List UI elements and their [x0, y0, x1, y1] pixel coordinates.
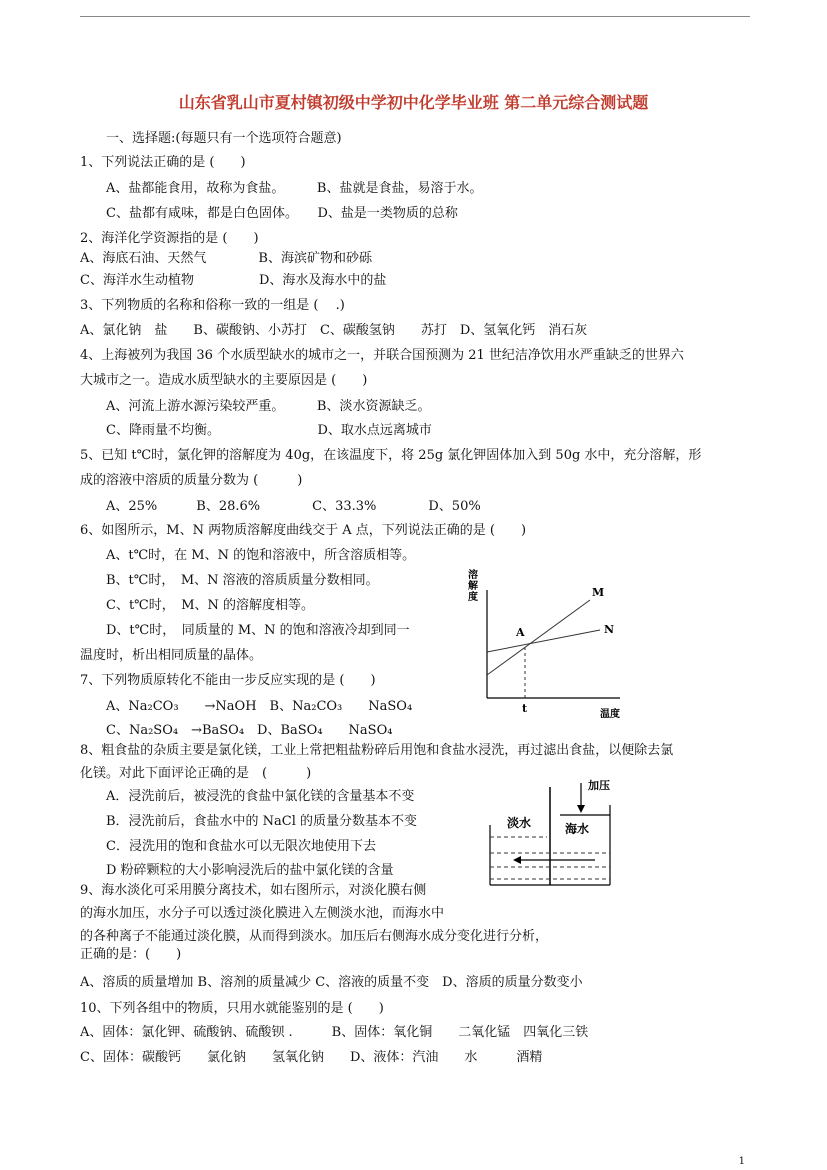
page-number: 1	[738, 1156, 745, 1167]
ylabel-3: 度	[468, 592, 478, 603]
ylabel-1: 溶	[468, 570, 478, 581]
question-9-cont1: 的海水加压，水分子可以透过淡化膜进入左侧淡水池，而海水中	[80, 906, 445, 921]
q8-option-b: B．浸洗前后，食盐水中的 NaCl 的质量分数基本不变	[106, 814, 418, 829]
q2-options-cd: C、海洋水生动植物 D、海水及海水中的盐	[80, 273, 387, 288]
q8-option-c: C．浸洗用的饱和食盐水可以无限次地使用下去	[106, 839, 376, 854]
label-m: M	[592, 586, 605, 599]
section-heading: 一、选择题:(每题只有一个选项符合题意)	[106, 131, 342, 146]
question-3: 3、下列物质的名称和俗称一致的一组是 ( .)	[80, 298, 345, 313]
q6-option-d-cont: 温度时，析出相同质量的晶体。	[80, 648, 263, 663]
question-9-cont3: 正确的是：( )	[80, 947, 182, 962]
desalination-figure	[485, 775, 625, 895]
question-8-cont: 化镁。对此下面评论正确的是 ( )	[80, 766, 312, 781]
label-a: A	[516, 626, 525, 639]
sea-water-label: 海水	[565, 822, 590, 836]
label-n: N	[604, 623, 615, 636]
q1-options-cd: C、盐都有咸味，都是白色固体。 D、盐是一类物质的总称	[106, 206, 458, 221]
q4-options-cd: C、降雨量不均衡。 D、取水点远离城市	[106, 423, 432, 438]
question-9: 9、海水淡化可采用膜分离技术，如右图所示，对淡化膜右侧	[80, 883, 427, 898]
question-1: 1、下列说法正确的是 ( )	[80, 155, 246, 170]
q7-options-ab: A、Na₂CO₃ →NaOH B、Na₂CO₃ NaSO₄	[106, 699, 413, 714]
q3-options: A、氯化钠 盐 B、碳酸钠、小苏打 C、碳酸氢钠 苏打 D、氢氧化钙 消石灰	[80, 323, 588, 338]
q7-options-cd: C、Na₂SO₄ →BaSO₄ D、BaSO₄ NaSO₄	[106, 723, 393, 738]
fresh-water-label: 淡水	[507, 816, 532, 830]
ylabel-2: 解	[468, 581, 478, 592]
q2-options-ab: A、海底石油、天然气 B、海滨矿物和砂砾	[80, 251, 372, 266]
q6-option-a: A、t℃时，在 M、N 的饱和溶液中，所含溶质相等。	[106, 548, 416, 563]
q10-options-ab: A、固体：氯化钾、硫酸钠、硫酸钡 . B、固体：氧化铜 二氧化锰 四氧化三铁	[80, 1025, 589, 1040]
q5-options: A、25% B、28.6% C、33.3% D、50%	[106, 499, 481, 514]
question-5-cont: 成的溶液中溶质的质量分数为 ( )	[80, 473, 303, 488]
q8-option-d: D 粉碎颗粒的大小影响浸洗后的盐中氯化镁的含量	[106, 863, 394, 878]
header-rule	[80, 16, 750, 17]
xlabel: 温度	[600, 709, 620, 720]
question-4: 4、上海被列为我国 36 个水质型缺水的城市之一，并联合国预测为 21 世纪洁净饮用水严重缺乏的世界六	[80, 348, 684, 363]
q6-option-b: B、t℃时， M、N 溶液的溶质质量分数相同。	[106, 573, 379, 588]
question-6: 6、如图所示，M、N 两物质溶解度曲线交于 A 点，下列说法正确的是 ( )	[80, 523, 527, 538]
question-10: 10、下列各组中的物质，只用水就能鉴别的是 ( )	[80, 1001, 384, 1016]
question-9-cont2: 的各种离子不能通过淡化膜，从而得到淡水。加压后右侧海水成分变化进行分析，	[80, 929, 549, 944]
solubility-curve-figure	[460, 560, 640, 725]
q10-options-cd: C、固体：碳酸钙 氯化钠 氢氧化钠 D、液体：汽油 水 酒精	[80, 1050, 543, 1065]
question-5: 5、已知 t℃时，氯化钾的溶解度为 40g，在该温度下，将 25g 氯化钾固体加入到 50g 水中，充分溶解，形	[80, 448, 702, 463]
question-2: 2、海洋化学资源指的是 ( )	[80, 231, 259, 246]
q9-options: A、溶质的质量增加 B、溶剂的质量减少 C、溶液的质量不变 D、溶质的质量分数变小	[80, 975, 583, 990]
question-4-cont: 大城市之一。造成水质型缺水的主要原因是 ( )	[80, 373, 368, 388]
q4-options-ab: A、河流上游水源污染较严重。 B、淡水资源缺乏。	[106, 399, 431, 414]
page-title: 山东省乳山市夏村镇初级中学初中化学毕业班 第二单元综合测试题	[178, 93, 649, 112]
q1-options-ab: A、盐都能食用，故称为食盐。 B、盐就是食盐，易溶于水。	[106, 181, 483, 196]
q6-option-d: D、t℃时， 同质量的 M、N 的饱和溶液冷却到同一	[106, 623, 410, 638]
q6-option-c: C、t℃时， M、N 的溶解度相等。	[106, 598, 315, 613]
label-t: t	[522, 702, 528, 715]
press-label: 加压	[588, 779, 610, 792]
question-7: 7、下列物质原转化不能由一步反应实现的是 ( )	[80, 673, 376, 688]
q8-option-a: A．浸洗前后，被浸洗的食盐中氯化镁的含量基本不变	[106, 789, 415, 804]
curve-m	[487, 600, 590, 675]
question-8: 8、粗食盐的杂质主要是氯化镁，工业上常把粗盐粉碎后用饱和食盐水浸洗，再过滤出食盐，以便除去氯	[80, 743, 674, 758]
